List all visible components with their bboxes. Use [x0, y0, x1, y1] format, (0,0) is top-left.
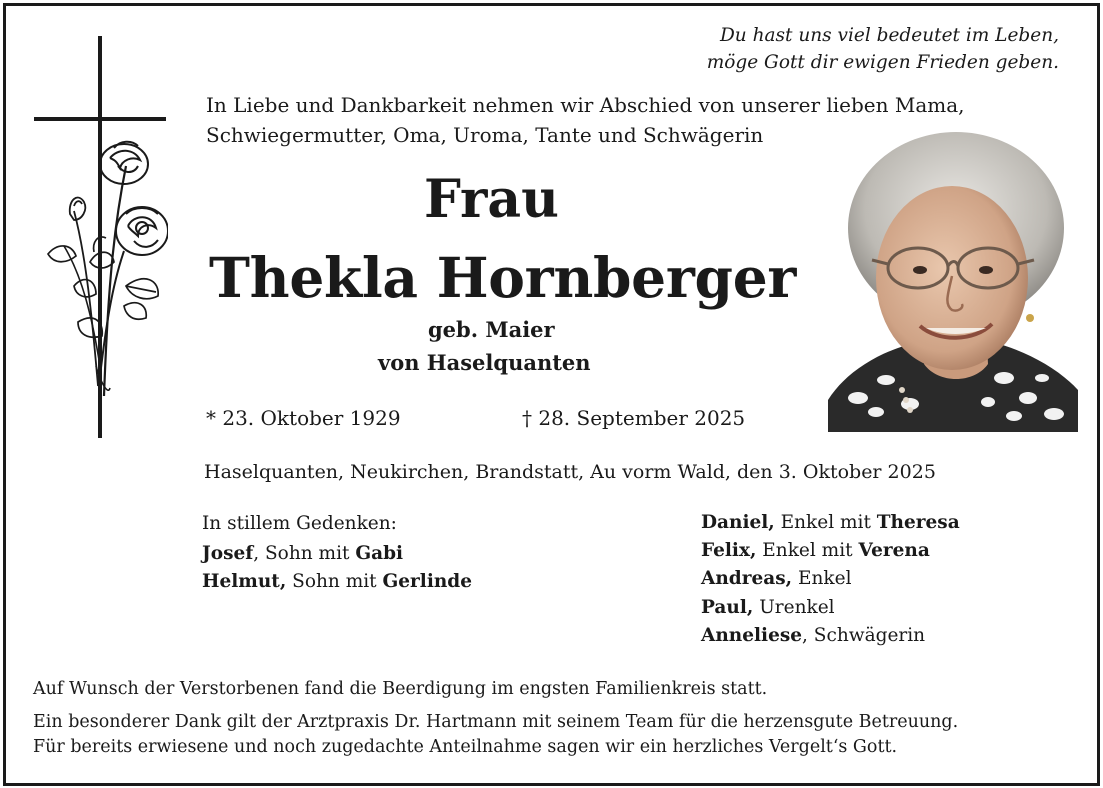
- portrait-photo: [828, 128, 1078, 432]
- mourner-name: Helmut,: [202, 571, 287, 592]
- mourner-relation: , Schwägerin: [802, 624, 926, 646]
- motto: [707, 22, 1059, 76]
- mourner-name: Josef: [202, 543, 254, 564]
- mourner-entry: [202, 540, 472, 568]
- motto-line-2: möge Gott dir ewigen Frieden geben.: [706, 52, 1059, 73]
- mourner-name: Paul,: [701, 596, 754, 618]
- mourner-partner: Theresa: [876, 512, 960, 533]
- mourner-relation: Enkel mit: [756, 540, 859, 562]
- mourner-partner: Gabi: [355, 543, 404, 564]
- mourner-entry: [701, 594, 960, 622]
- intro-line-2: Schwiegermutter, Oma, Uroma, Tante und Schwägerin: [206, 123, 764, 147]
- mourner-relation: Sohn mit: [286, 571, 383, 592]
- motto-line-1: Du hast uns viel bedeutet im Leben,: [719, 25, 1059, 46]
- place-and-date: Haselquanten, Neukirchen, Brandstatt, Au vorm Wald, den 3. Oktober 2025: [204, 461, 936, 483]
- mourners-left: [202, 510, 472, 596]
- death-date: † 28. September 2025: [522, 406, 746, 430]
- footer-line-2: Ein besonderer Dank gilt der Arztpraxis Dr. Hartmann mit seinem Team für die herzensgute Betreuung.: [33, 712, 959, 732]
- mourners-heading: In stillem Gedenken:: [202, 513, 397, 534]
- mourner-relation: Enkel mit: [774, 512, 877, 533]
- mourner-entry: [701, 565, 960, 593]
- mourner-name: Andreas,: [701, 568, 793, 590]
- mourner-partner: Gerlinde: [382, 571, 473, 592]
- mourner-entry: [701, 622, 960, 650]
- birth-name: geb. Maier: [428, 317, 555, 342]
- mourner-partner: Verena: [858, 540, 930, 562]
- mourner-name: Anneliese: [701, 624, 803, 646]
- deceased-name: Thekla Hornberger: [209, 245, 797, 310]
- footer-line-3: Für bereits erwiesene und noch zugedachte Anteilnahme sagen wir ein herzliches Vergelt‘s Gott.: [33, 737, 898, 757]
- mourner-relation: Enkel: [792, 568, 852, 590]
- footer-line-1: Auf Wunsch der Verstorbenen fand die Beerdigung im engsten Familienkreis statt.: [33, 679, 768, 699]
- mourner-entry: [202, 568, 472, 596]
- salutation: Frau: [424, 169, 559, 230]
- mourner-entry: [701, 509, 960, 537]
- mourner-name: Felix,: [701, 540, 757, 562]
- intro-line-1: In Liebe und Dankbarkeit nehmen wir Abschied von unserer lieben Mama,: [206, 93, 965, 117]
- mourner-relation: , Sohn mit: [253, 543, 356, 564]
- origin: von Haselquanten: [378, 350, 591, 375]
- mourners-right: [701, 509, 960, 650]
- mourner-name: Daniel,: [701, 512, 775, 533]
- footer-text: [33, 677, 958, 760]
- mourner-relation: Urenkel: [753, 596, 835, 618]
- cross-with-roses-icon: [34, 36, 168, 440]
- birth-date: * 23. Oktober 1929: [206, 406, 401, 430]
- mourner-entry: [701, 537, 960, 565]
